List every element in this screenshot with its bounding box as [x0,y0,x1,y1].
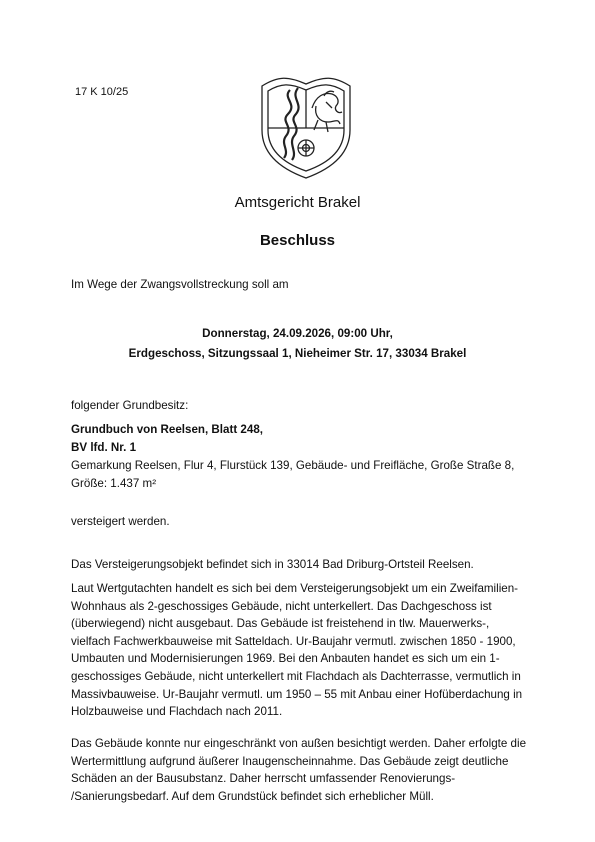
case-number: 17 K 10/25 [75,86,129,98]
court-name: Amtsgericht Brakel [234,194,361,211]
appraisal-paragraph: Laut Wertgutachten handelt es sich bei dem Versteigerungsobjekt um ein Zweifamilien-Wohnhaus als 2-geschossiges Gebäude, nicht unterkellert. Das Dachgeschoss ist (überwiegend) nicht ausgebaut. Das Gebäude ist freistehend in tlw. Mauerwerks-, vielfach Fachwerkbauweise mit Satteldach. Ur-Baujahr vermutl. zwischen 1850 - 1900, Umbauten und Modernisierungen 1969. Bei den Anbauten handet es sich um ein 1-geschossiges Gebäude, nicht unterkellert mit Flachdach als Dachterrasse, vermutlich in Massivbauweise. Ur-Baujahr vermutl. um 1950 – 55 mit Anbau einer Hofüberdachung in Holzbauweise und Flachdach nach 2011. [71,582,523,719]
condition-paragraph: Das Gebäude konnte nur eingeschränkt von außen besichtigt werden. Daher erfolgte die Wertermittlung aufgrund äußerer Inaugenscheinnahme. Das Gebäude zeigt deutliche Schäden an der Bausubstanz. Daher herrscht umfassender Renovierungs- /Sanierungsbedarf. Auf dem Grundstück befindet sich erheblicher Müll. [71,737,527,803]
auction-location: Erdgeschoss, Sitzungssaal 1, Nieheimer Str. 17, 33034 Brakel [128,347,467,360]
grundbesitz-label: folgender Grundbesitz: [71,399,189,412]
parcel-description: Gemarkung Reelsen, Flur 4, Flurstück 139, Gebäude- und Freifläche, Große Straße 8, Größe: 1.437 m² [71,459,515,490]
auction-date: Donnerstag, 24.09.2026, 09:00 Uhr, [202,327,393,340]
auction-statement: versteigert werden. [71,515,170,528]
property-location: Das Versteigerungsobjekt befindet sich in 33014 Bad Driburg-Ortsteil Reelsen. [71,558,474,571]
inventory-number: BV lfd. Nr. 1 [71,441,137,454]
coat-of-arms-icon [256,72,356,180]
land-register: Grundbuch von Reelsen, Blatt 248, [71,423,263,436]
document-type-heading: Beschluss [259,232,336,249]
intro-text: Im Wege der Zwangsvollstreckung soll am [71,278,289,291]
